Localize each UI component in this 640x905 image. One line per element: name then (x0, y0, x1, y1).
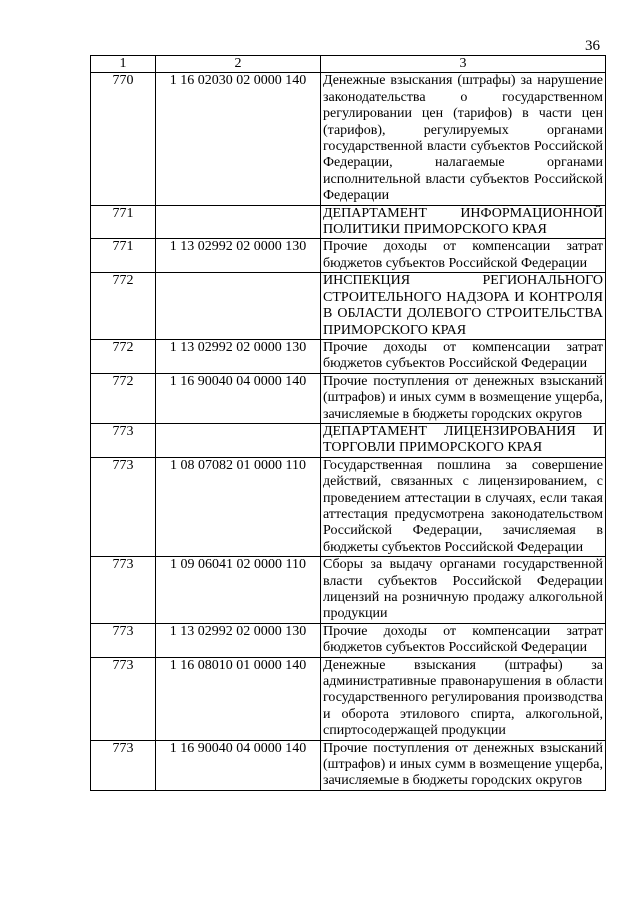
table-row (91, 740, 606, 790)
admin-code-cell: 773 (91, 623, 156, 657)
revenue-code-cell (156, 273, 321, 340)
revenue-code-cell: 1 13 02992 02 0000 130 (156, 239, 321, 273)
admin-code-cell: 773 (91, 423, 156, 457)
revenue-description-cell: ДЕПАРТАМЕНТ ЛИЦЕНЗИРОВАНИЯ И ТОРГОВЛИ ПРИМОРСКОГО КРАЯ (321, 423, 606, 457)
table-row (91, 557, 606, 624)
revenue-codes-table (90, 55, 606, 791)
table-row (91, 623, 606, 657)
revenue-description-cell: Прочие доходы от компенсации затрат бюджетов субъектов Российской Федерации (321, 239, 606, 273)
revenue-code-cell: 1 16 90040 04 0000 140 (156, 373, 321, 423)
revenue-description-cell: Прочие поступления от денежных взысканий (штрафов) и иных сумм в возмещение ущерба, зачисляемые в бюджеты городских округов (321, 373, 606, 423)
revenue-code-cell (156, 423, 321, 457)
table-row (91, 373, 606, 423)
table-body (91, 73, 606, 790)
admin-code-cell: 772 (91, 339, 156, 373)
revenue-description-cell: Прочие поступления от денежных взысканий (штрафов) и иных сумм в возмещение ущерба, зачисляемые в бюджеты городских округов (321, 740, 606, 790)
revenue-code-cell: 1 16 08010 01 0000 140 (156, 657, 321, 740)
column-header-2: 2 (156, 56, 321, 73)
column-header-1: 1 (91, 56, 156, 73)
revenue-description-cell: Денежные взыскания (штрафы) за нарушение законодательства о государственном регулировании цен (тарифов) в части цен (тарифов), регулируемых органами государственной власти субъектов Российской Федерации, налагаемые органами исполнительной власти субъектов Российской Федерации (321, 73, 606, 205)
admin-code-cell: 771 (91, 239, 156, 273)
table-row (91, 205, 606, 239)
revenue-code-cell: 1 16 02030 02 0000 140 (156, 73, 321, 205)
revenue-code-cell: 1 13 02992 02 0000 130 (156, 339, 321, 373)
table-row (91, 657, 606, 740)
table-row (91, 239, 606, 273)
revenue-code-cell: 1 13 02992 02 0000 130 (156, 623, 321, 657)
table-row (91, 73, 606, 205)
revenue-description-cell: Денежные взыскания (штрафы) за административные правонарушения в области государственного регулирования производства и оборота этилового спирта, алкогольной, спиртосодержащей продукции (321, 657, 606, 740)
revenue-code-cell (156, 205, 321, 239)
revenue-code-cell: 1 09 06041 02 0000 110 (156, 557, 321, 624)
revenue-code-cell: 1 16 90040 04 0000 140 (156, 740, 321, 790)
admin-code-cell: 773 (91, 740, 156, 790)
revenue-description-cell: Прочие доходы от компенсации затрат бюджетов субъектов Российской Федерации (321, 623, 606, 657)
admin-code-cell: 773 (91, 457, 156, 556)
page-number: 36 (585, 38, 600, 54)
table-row (91, 273, 606, 340)
revenue-description-cell: ДЕПАРТАМЕНТ ИНФОРМАЦИОННОЙ ПОЛИТИКИ ПРИМОРСКОГО КРАЯ (321, 205, 606, 239)
revenue-description-cell: Сборы за выдачу органами государственной власти субъектов Российской Федерации лицензий на розничную продажу алкогольной продукции (321, 557, 606, 624)
table-row (91, 457, 606, 556)
revenue-code-cell: 1 08 07082 01 0000 110 (156, 457, 321, 556)
admin-code-cell: 770 (91, 73, 156, 205)
table-header-row (91, 56, 606, 73)
table-row (91, 423, 606, 457)
admin-code-cell: 772 (91, 273, 156, 340)
admin-code-cell: 773 (91, 657, 156, 740)
admin-code-cell: 772 (91, 373, 156, 423)
table-row (91, 339, 606, 373)
revenue-description-cell: ИНСПЕКЦИЯ РЕГИОНАЛЬНОГО СТРОИТЕЛЬНОГО НАДЗОРА И КОНТРОЛЯ В ОБЛАСТИ ДОЛЕВОГО СТРОИТЕЛЬСТВА ПРИМОРСКОГО КРАЯ (321, 273, 606, 340)
revenue-description-cell: Прочие доходы от компенсации затрат бюджетов субъектов Российской Федерации (321, 339, 606, 373)
admin-code-cell: 773 (91, 557, 156, 624)
revenue-description-cell: Государственная пошлина за совершение действий, связанных с лицензированием, с проведением аттестации в случаях, если такая аттестация предусмотрена законодательством Российской Федерации, зачисляемая в бюджеты субъектов Российской Федерации (321, 457, 606, 556)
column-header-3: 3 (321, 56, 606, 73)
admin-code-cell: 771 (91, 205, 156, 239)
